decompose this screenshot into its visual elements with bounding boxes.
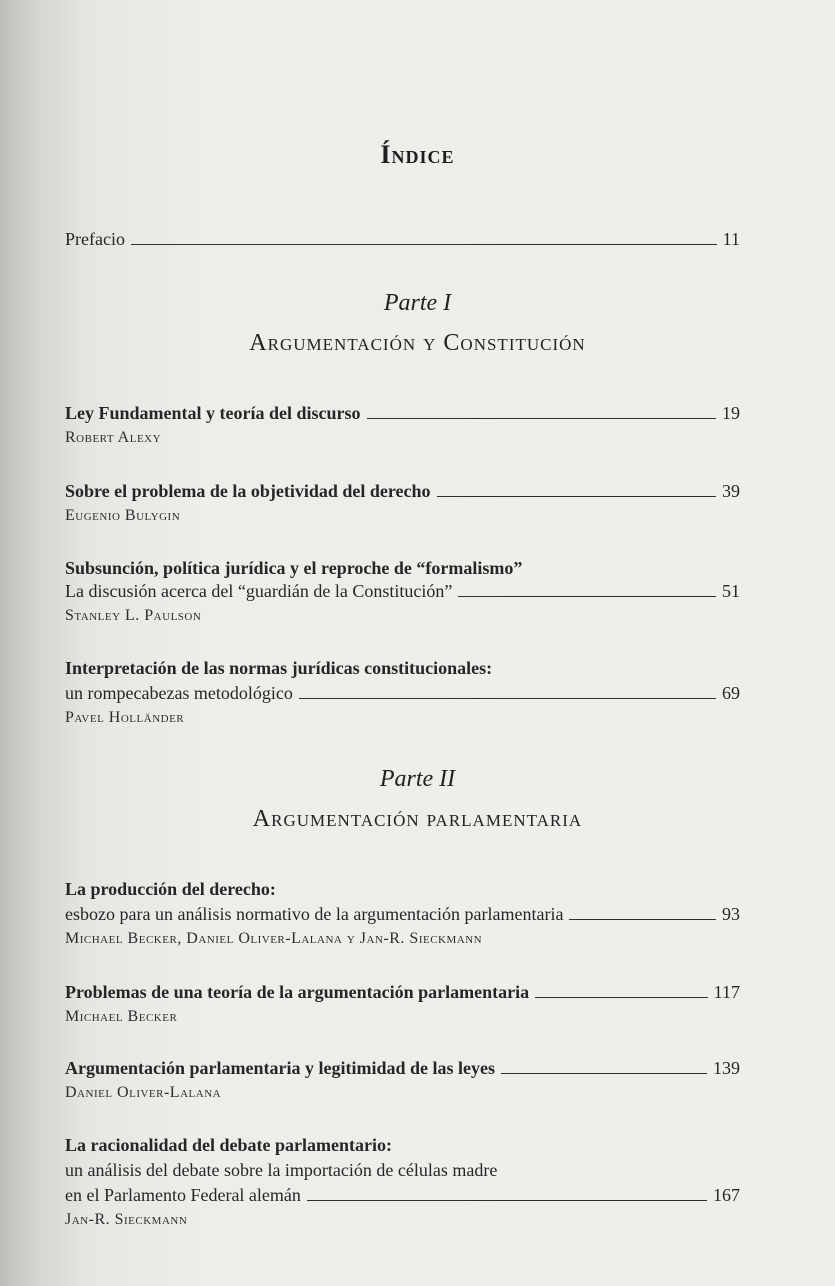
entry-title: Interpretación de las normas jurídicas constitucionales: xyxy=(65,658,493,678)
toc-entry[interactable] xyxy=(65,903,740,925)
entry-subtitle: esbozo para un análisis normativo de la argumentación parlamentaria xyxy=(65,904,564,924)
leader-line xyxy=(501,1073,707,1074)
entry-author: Daniel Oliver-Lalana xyxy=(65,1084,222,1101)
page-number: 69 xyxy=(722,683,740,703)
toc-entry[interactable] xyxy=(65,480,740,502)
entry-author: Michael Becker, Daniel Oliver-Lalana y Jan-R. Sieckmann xyxy=(65,930,483,947)
entry-title: La racionalidad del debate parlamentario: xyxy=(65,1135,392,1155)
part-title: Argumentación y Constitución xyxy=(249,330,586,356)
part-title: Argumentación parlamentaria xyxy=(252,806,583,832)
toc-entry-prefacio[interactable] xyxy=(65,228,740,250)
leader-line xyxy=(569,919,716,920)
page-number: 117 xyxy=(713,982,740,1002)
entry-title: Problemas de una teoría de la argumentación parlamentaria xyxy=(65,982,530,1002)
page-number: 11 xyxy=(722,229,740,249)
entry-title: Sobre el problema de la objetividad del derecho xyxy=(65,481,431,501)
part-label: Parte II xyxy=(379,766,456,792)
leader-line xyxy=(367,418,717,419)
part-label: Parte I xyxy=(383,290,452,316)
entry-subtitle: un análisis del debate sobre la importación de células madre xyxy=(65,1160,498,1180)
toc-entry[interactable] xyxy=(65,981,740,1003)
toc-entry[interactable] xyxy=(65,1057,740,1079)
leader-line xyxy=(299,698,716,699)
page-number: 93 xyxy=(722,904,740,924)
entry-subtitle: un rompecabezas metodológico xyxy=(65,683,293,703)
entry-author: Jan-R. Sieckmann xyxy=(65,1211,188,1228)
entry-author: Michael Becker xyxy=(65,1008,178,1025)
leader-line xyxy=(307,1200,707,1201)
page-number: 167 xyxy=(713,1185,740,1205)
entry-author: Stanley L. Paulson xyxy=(65,607,202,624)
page-number: 19 xyxy=(722,403,740,423)
leader-line xyxy=(535,997,708,998)
toc-entry[interactable] xyxy=(65,1184,740,1206)
entry-subtitle: en el Parlamento Federal alemán xyxy=(65,1185,301,1205)
entry-author: Robert Alexy xyxy=(65,429,162,446)
leader-line xyxy=(437,496,716,497)
page-number: 139 xyxy=(713,1058,740,1078)
page-number: 39 xyxy=(722,481,740,501)
entry-author: Eugenio Bulygin xyxy=(65,507,181,524)
entry-title: La producción del derecho: xyxy=(65,879,276,899)
entry-title: Ley Fundamental y teoría del discurso xyxy=(65,403,361,423)
leader-line xyxy=(131,244,717,245)
toc-entry[interactable] xyxy=(65,682,740,704)
toc-entry[interactable] xyxy=(65,580,740,602)
entry-subtitle: La discusión acerca del “guardián de la Constitución” xyxy=(65,581,453,601)
toc-entry[interactable] xyxy=(65,402,740,424)
leader-line xyxy=(458,596,716,597)
entry-title: Argumentación parlamentaria y legitimidad de las leyes xyxy=(65,1058,495,1078)
entry-author: Pavel Holländer xyxy=(65,709,185,726)
page-title: Índice xyxy=(380,140,455,169)
entry-title: Subsunción, política jurídica y el reproche de “formalismo” xyxy=(65,558,523,578)
entry-title: Prefacio xyxy=(65,229,125,249)
page-number: 51 xyxy=(722,581,740,601)
